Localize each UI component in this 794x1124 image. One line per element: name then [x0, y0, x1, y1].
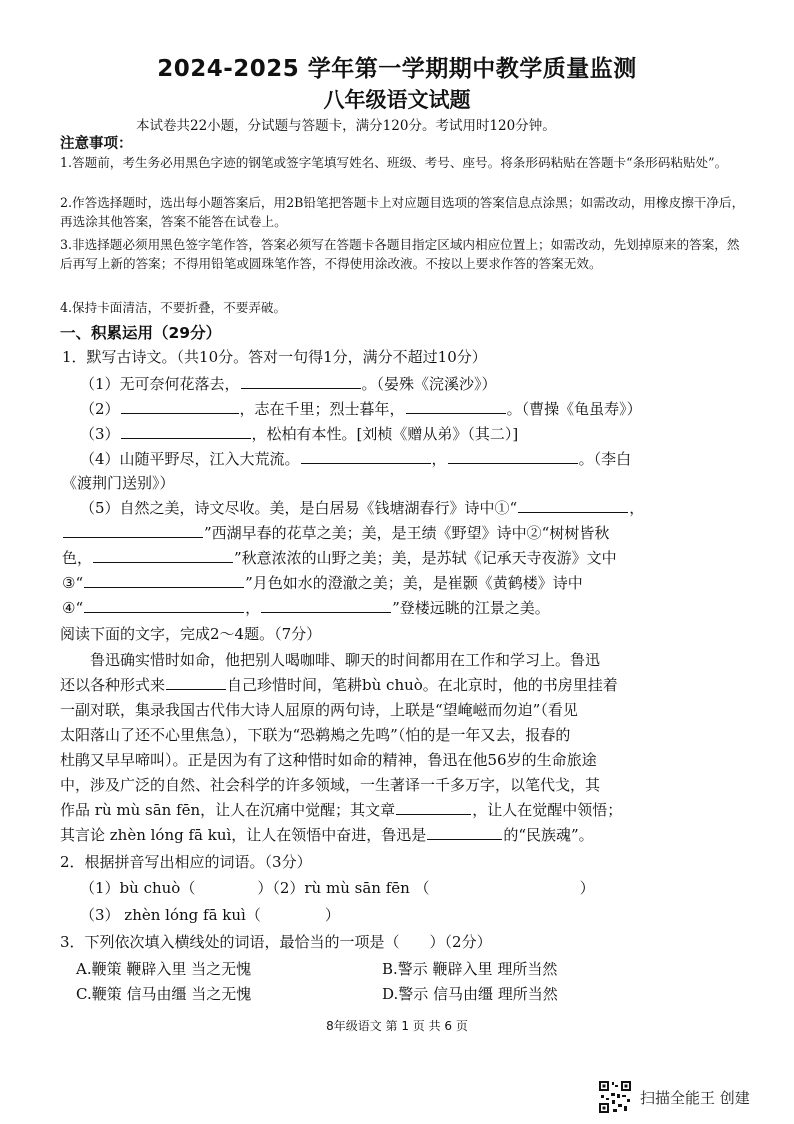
passage-line: 鲁迅确实惜时如命，他把别人喝咖啡、聊天的时间都用在工作和学习上。鲁迅 [90, 651, 601, 669]
q3-stem [60, 931, 492, 952]
answer-blank[interactable] [301, 448, 431, 464]
q3-option-d[interactable]: D.警示 信马由缰 理所当然 [382, 985, 558, 1003]
passage-line: 一副对联，集录我国古代伟大诗人屈原的两句诗，上联是“望崦嵫而勿迫”（看见 [60, 701, 578, 719]
q1-line-8 [62, 572, 583, 593]
notice-heading: 注意事项： [60, 136, 133, 152]
q1-line-9 [62, 597, 550, 618]
q1-7-text: 色， [62, 549, 93, 567]
q1-1-text: （1）无可奈何花落去， [80, 375, 240, 393]
answer-blank[interactable] [166, 674, 226, 690]
q1-3-num: （3） [80, 425, 120, 443]
q1-line-2 [80, 398, 642, 419]
exam-intro: 本试卷共22小题，分试题与答题卡，满分120分。考试用时120分钟。 [136, 118, 556, 134]
notice-item-3: 3.非选择题必须用黑色签字笔作答，答案必须写在答题卡各题目指定区域内相应位置上；如需改动，先划掉原来的答案，然后再写上新的答案；不得用铅笔或圆珠笔作答，不得使用涂改液。不按以上要求作答的答案无效。 [60, 237, 740, 271]
q1-line-3 [80, 423, 518, 444]
page-footer: 8年级语文 第 1 页 共 6 页 [326, 1019, 468, 1033]
q1-line-7 [62, 547, 617, 568]
q2-line-2 [80, 904, 340, 925]
answer-blank[interactable] [241, 373, 361, 389]
q1-2-num: （2） [80, 400, 120, 418]
reading-intro: 阅读下面的文字，完成2～4题。（7分） [60, 625, 322, 643]
q1-8-text-b: ”月色如水的澄澈之美；美，是崔颢《黄鹤楼》诗中 [245, 574, 583, 592]
passage-line [60, 798, 738, 823]
passage-text: 自己珍惜时间，笔耕bù chuò。在北京时，他的书房里挂着 [227, 676, 618, 694]
answer-blank[interactable] [84, 597, 244, 613]
scanner-text: 扫描全能王 创建 [640, 1088, 750, 1107]
q3-stem-text: 3．下列依次填入横线处的词语，最恰当的一项是（ [60, 933, 400, 951]
answer-blank[interactable] [427, 824, 502, 840]
passage-text: 还以各种形式来 [60, 676, 166, 694]
q1-1-source: 。（晏殊《浣溪沙》） [361, 375, 497, 393]
passage [60, 648, 738, 848]
passage-line: 太阳落山了还不心里焦急），下联为“恐鹈鴂之先鸣”（怕的是一年又去，报春的 [60, 726, 571, 744]
q3-stem-end: ）（2分） [429, 933, 492, 951]
q1-9-text-c: ”登楼远眺的江景之美。 [392, 599, 550, 617]
passage-text: 其言论 zhèn lóng fā kuì，让人在领悟中奋进，鲁迅是 [60, 826, 427, 844]
q1-2-source: 。（曹操《龟虽寿》） [506, 400, 642, 418]
passage-line: 杜鹃又早早啼叫）。正是因为有了这种惜时如命的精神，鲁迅在他56岁的生命旅途 [60, 751, 597, 769]
q1-6-text: ”西湖早春的花草之美；美，是王绩《野望》诗中②“树树皆秋 [204, 524, 610, 542]
answer-blank[interactable] [396, 799, 471, 815]
q1-5-text: （5）自然之美，诗文尽收。美，是白居易《钱塘湖春行》诗中①“ [80, 499, 518, 517]
notice-item-2: 2.作答选择题时，选出每小题答案后，用2B铅笔把答题卡上对应题目选项的答案信息点涂黑；如需改动，用橡皮擦干净后，再选涂其他答案，答案不能答在试卷上。 [60, 195, 745, 229]
q1-line-4 [80, 448, 631, 469]
q1-line-4b: 《渡荆门送别》） [62, 474, 175, 492]
notice-item-4: 4.保持卡面清洁，不要折叠，不要弄破。 [60, 300, 287, 315]
q3-option-b[interactable]: B.警示 鞭辟入里 理所当然 [382, 960, 558, 978]
answer-blank[interactable] [63, 522, 203, 538]
q1-2-text: ，志在千里；烈士暮年， [239, 400, 405, 418]
q1-7-text-b: ”秋意浓浓的山野之美；美，是苏轼《记承天寺夜游》文中 [234, 549, 617, 567]
answer-blank[interactable] [121, 398, 239, 414]
q1-4-source: 。（李白 [578, 450, 632, 468]
passage-line [60, 823, 738, 848]
q1-4-comma: ， [431, 450, 447, 468]
q2-close: ） [324, 906, 340, 924]
answer-blank[interactable] [448, 448, 578, 464]
answer-blank[interactable] [518, 497, 628, 513]
answer-blank[interactable] [84, 572, 244, 588]
passage-text: ，让人在觉醒中领悟； [472, 801, 623, 819]
q2-stem: 2．根据拼音写出相应的词语。（3分） [60, 853, 312, 871]
q2-item-1: （1）bù chuò（ [80, 879, 196, 897]
answer-blank[interactable] [261, 597, 391, 613]
answer-blank[interactable] [93, 547, 233, 563]
notice-item-1: 1.答题前，考生务必用黑色字迹的钢笔或签字笔填写姓名、班级、考号、座号。将条形码粘贴在答题卡“条形码粘贴处”。 [60, 155, 728, 170]
q1-line-1 [80, 373, 497, 394]
exam-title: 2024-2025 学年第一学期期中教学质量监测 [157, 56, 637, 82]
q1-line-6 [62, 522, 609, 543]
q1-stem: 1．默写古诗文。（共10分。答对一句得1分，满分不超过10分） [62, 348, 487, 366]
q2-close: ） [579, 879, 595, 897]
answer-blank[interactable] [121, 423, 251, 439]
q2-line-1 [80, 877, 595, 898]
q1-line-5 [80, 497, 644, 518]
q2-item-2: ）（2）rù mù sān fēn （ [257, 879, 430, 897]
passage-line [60, 673, 738, 698]
q1-8-text: ③“ [62, 574, 84, 592]
q1-4-text: （4）山随平野尽，江入大荒流。 [80, 450, 300, 468]
passage-text: 的“民族魂”。 [503, 826, 594, 844]
q3-option-c[interactable]: C.鞭策 信马由缰 当之无愧 [76, 985, 252, 1003]
q1-9-text: ④“ [62, 599, 84, 617]
q1-3-text: ，松柏有本性。[刘桢《赠从弟》（其二）] [251, 425, 519, 443]
exam-subtitle: 八年级语文试题 [323, 88, 471, 112]
section-1-title: 一、积累运用（29分） [60, 324, 222, 342]
q1-5-comma: ， [629, 499, 645, 517]
answer-blank[interactable] [406, 398, 506, 414]
passage-text: 作品 rù mù sān fēn，让人在沉痛中觉醒；其文章 [60, 801, 396, 819]
qr-code-icon [598, 1080, 632, 1114]
q3-option-a[interactable]: A.鞭策 鞭辟入里 当之无愧 [76, 960, 252, 978]
q1-9-comma: ， [245, 599, 261, 617]
passage-line: 中，涉及广泛的自然、社会科学的许多领域，一生著译一千多万字，以笔代戈，其 [60, 776, 601, 794]
q2-item-3: （3） zhèn lóng fā kuì（ [80, 906, 261, 924]
scanner-watermark [598, 1080, 750, 1114]
